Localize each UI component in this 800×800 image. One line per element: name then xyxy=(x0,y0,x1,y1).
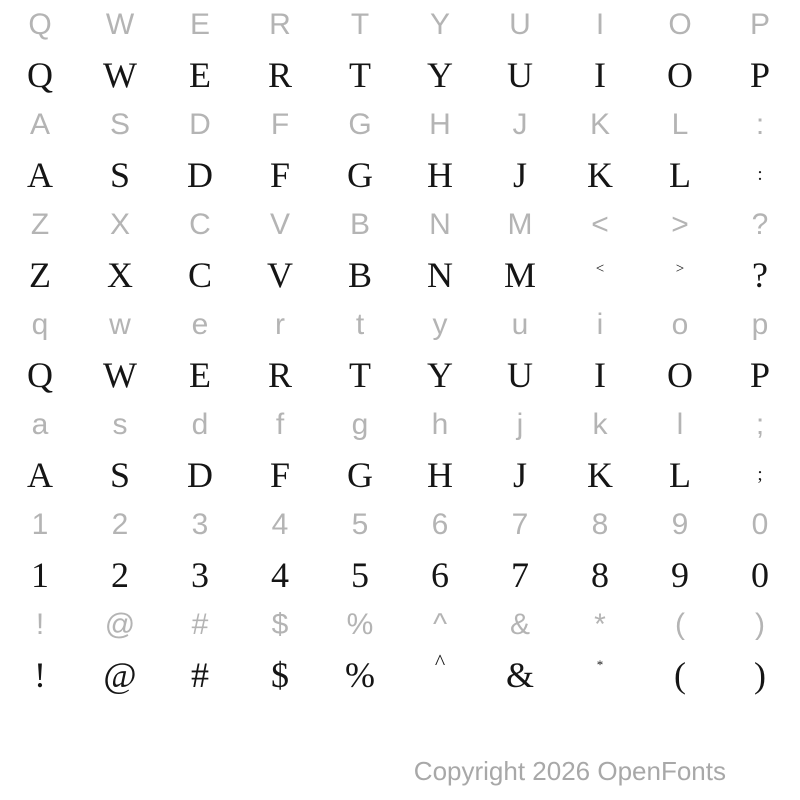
glyph-cell: R xyxy=(267,355,292,395)
glyph-cell: O xyxy=(667,355,693,395)
glyph-cell: Z xyxy=(30,208,50,241)
glyph-cell: $ xyxy=(271,655,289,695)
glyph-cell: ( xyxy=(674,655,686,695)
glyph-cell: H xyxy=(427,155,453,195)
glyph-cell: 8 xyxy=(591,508,609,541)
glyph-cell: 7 xyxy=(511,555,529,595)
glyph-cell: $ xyxy=(271,608,289,641)
glyph-cell: ? xyxy=(752,255,768,295)
reference-row xyxy=(0,300,800,350)
glyph-cell: A xyxy=(27,455,53,495)
glyph-cell: ! xyxy=(35,608,45,641)
glyph-cell: G xyxy=(347,455,373,495)
reference-row xyxy=(0,500,800,550)
glyph-cell: 8 xyxy=(591,555,609,595)
glyph-cell: o xyxy=(671,308,689,341)
glyph-cell: r xyxy=(275,308,285,341)
glyph-cell: L xyxy=(669,155,691,195)
glyph-cell: L xyxy=(669,455,691,495)
copyright-text: Copyright 2026 OpenFonts xyxy=(413,756,726,786)
glyph-cell: U xyxy=(509,8,531,41)
glyph-cell: D xyxy=(187,455,213,495)
glyph-cell: R xyxy=(267,55,292,95)
glyph-cell: 3 xyxy=(191,555,209,595)
glyph-cell: U xyxy=(507,355,533,395)
glyph-cell: N xyxy=(429,208,451,241)
glyph-cell: T xyxy=(349,355,371,395)
glyph-cell: ; xyxy=(757,464,763,485)
glyph-cell: & xyxy=(505,655,534,695)
glyph-cell: E xyxy=(189,8,210,41)
glyph-cell: I xyxy=(594,55,606,95)
glyph-cell: # xyxy=(191,655,209,695)
glyph-cell: Q xyxy=(28,8,52,41)
glyph-cell: T xyxy=(349,55,371,95)
glyph-cell: < xyxy=(591,208,609,241)
glyph-cell: O xyxy=(667,55,693,95)
glyph-cell: g xyxy=(351,408,369,441)
glyph-cell: 5 xyxy=(351,555,369,595)
glyph-cell: 7 xyxy=(511,508,529,541)
reference-row xyxy=(0,0,800,50)
reference-row xyxy=(0,100,800,150)
glyph-cell: p xyxy=(751,308,769,341)
glyph-cell: > xyxy=(675,261,685,277)
glyph-cell: % xyxy=(345,655,375,695)
specimen-row xyxy=(0,50,800,100)
glyph-cell: S xyxy=(109,108,130,141)
glyph-cell: L xyxy=(671,108,689,141)
specimen-row xyxy=(0,350,800,400)
glyph-cell: Q xyxy=(27,55,53,95)
glyph-cell: P xyxy=(749,55,771,95)
glyph-cell: D xyxy=(187,155,213,195)
glyph-cell: ) xyxy=(755,608,765,641)
glyph-cell: l xyxy=(676,408,684,441)
glyph-cell: G xyxy=(347,155,373,195)
glyph-cell: y xyxy=(432,308,448,341)
glyph-cell: F xyxy=(270,108,290,141)
reference-row xyxy=(0,400,800,450)
glyph-cell: B xyxy=(349,208,370,241)
glyph-cell: E xyxy=(189,55,211,95)
glyph-cell: t xyxy=(355,308,365,341)
glyph-cell: K xyxy=(587,455,613,495)
glyph-cell: 4 xyxy=(271,508,289,541)
glyph-cell: W xyxy=(103,355,137,395)
glyph-cell: J xyxy=(512,455,527,495)
glyph-cell: 5 xyxy=(351,508,369,541)
specimen-row xyxy=(0,450,800,500)
glyph-cell: P xyxy=(749,8,770,41)
glyph-cell: 0 xyxy=(751,555,769,595)
glyph-cell: W xyxy=(103,55,137,95)
glyph-cell: D xyxy=(189,108,211,141)
glyph-cell: : xyxy=(757,164,763,185)
glyph-cell: a xyxy=(31,408,49,441)
glyph-cell: ? xyxy=(751,208,769,241)
glyph-cell: W xyxy=(105,8,135,41)
glyph-cell: 1 xyxy=(31,555,49,595)
glyph-cell: ) xyxy=(754,655,766,695)
reference-row xyxy=(0,200,800,250)
glyph-cell: Y xyxy=(429,8,450,41)
glyph-cell: f xyxy=(275,408,285,441)
glyph-cell: I xyxy=(595,8,605,41)
glyph-cell: # xyxy=(191,608,209,641)
glyph-cell: Z xyxy=(29,255,51,295)
glyph-cell: M xyxy=(507,208,533,241)
glyph-cell: G xyxy=(348,108,372,141)
glyph-cell: % xyxy=(346,608,374,641)
glyph-cell: Y xyxy=(427,55,453,95)
glyph-cell: q xyxy=(31,308,49,341)
glyph-cell: K xyxy=(589,108,610,141)
glyph-cell: * xyxy=(596,657,604,672)
glyph-cell: C xyxy=(187,255,212,295)
glyph-cell: V xyxy=(269,208,290,241)
glyph-cell: 6 xyxy=(431,508,449,541)
glyph-cell: F xyxy=(269,155,291,195)
glyph-cell: P xyxy=(749,355,771,395)
glyph-cell: E xyxy=(189,355,211,395)
glyph-cell: 9 xyxy=(671,555,689,595)
glyph-cell: h xyxy=(431,408,449,441)
glyph-cell: 3 xyxy=(191,508,209,541)
glyph-cell: j xyxy=(516,408,524,441)
glyph-cell: & xyxy=(509,608,530,641)
glyph-cell: ^ xyxy=(432,608,448,641)
glyph-cell: ! xyxy=(34,655,46,695)
glyph-cell: J xyxy=(512,108,528,141)
glyph-cell: X xyxy=(107,255,133,295)
glyph-cell: 0 xyxy=(751,508,769,541)
glyph-cell: 2 xyxy=(111,555,129,595)
glyph-cell: 6 xyxy=(431,555,449,595)
glyph-cell: ; xyxy=(755,408,765,441)
glyph-cell: u xyxy=(511,308,529,341)
glyph-cell: Y xyxy=(427,355,453,395)
glyph-cell: ^ xyxy=(434,649,446,674)
glyph-cell: T xyxy=(350,8,370,41)
glyph-cell: U xyxy=(507,55,533,95)
glyph-cell: S xyxy=(109,155,131,195)
glyph-cell: k xyxy=(592,408,608,441)
glyph-cell: K xyxy=(587,155,613,195)
glyph-cell: X xyxy=(109,208,130,241)
glyph-cell: Q xyxy=(27,355,53,395)
glyph-cell: w xyxy=(109,308,131,341)
glyph-cell: d xyxy=(191,408,209,441)
glyph-cell: 2 xyxy=(111,508,129,541)
glyph-cell: : xyxy=(755,108,765,141)
glyph-cell: e xyxy=(191,308,209,341)
glyph-cell: 1 xyxy=(31,508,49,541)
glyph-cell: V xyxy=(267,255,293,295)
specimen-row xyxy=(0,150,800,200)
glyph-cell: 9 xyxy=(671,508,689,541)
specimen-row xyxy=(0,650,800,700)
glyph-cell: s xyxy=(112,408,128,441)
glyph-cell: N xyxy=(427,255,453,295)
glyph-cell: A xyxy=(27,155,53,195)
glyph-cell: H xyxy=(429,108,451,141)
glyph-cell: S xyxy=(109,455,131,495)
glyph-cell: A xyxy=(29,108,50,141)
glyph-cell: M xyxy=(503,255,536,295)
glyph-cell: @ xyxy=(103,655,137,695)
glyph-cell: > xyxy=(671,208,689,241)
glyph-cell: H xyxy=(427,455,453,495)
glyph-cell: B xyxy=(347,255,372,295)
glyph-cell: i xyxy=(596,308,604,341)
specimen-row xyxy=(0,250,800,300)
glyph-cell: ( xyxy=(675,608,685,641)
glyph-cell: R xyxy=(269,8,291,41)
glyph-cell: I xyxy=(594,355,606,395)
glyph-cell: * xyxy=(594,608,606,641)
glyph-cell: 4 xyxy=(271,555,289,595)
glyph-cell: O xyxy=(668,8,692,41)
specimen-row xyxy=(0,550,800,600)
glyph-cell: @ xyxy=(104,608,136,641)
glyph-cell: F xyxy=(269,455,291,495)
glyph-cell: J xyxy=(512,155,527,195)
glyph-cell: < xyxy=(595,261,605,277)
glyph-cell: C xyxy=(189,208,211,241)
